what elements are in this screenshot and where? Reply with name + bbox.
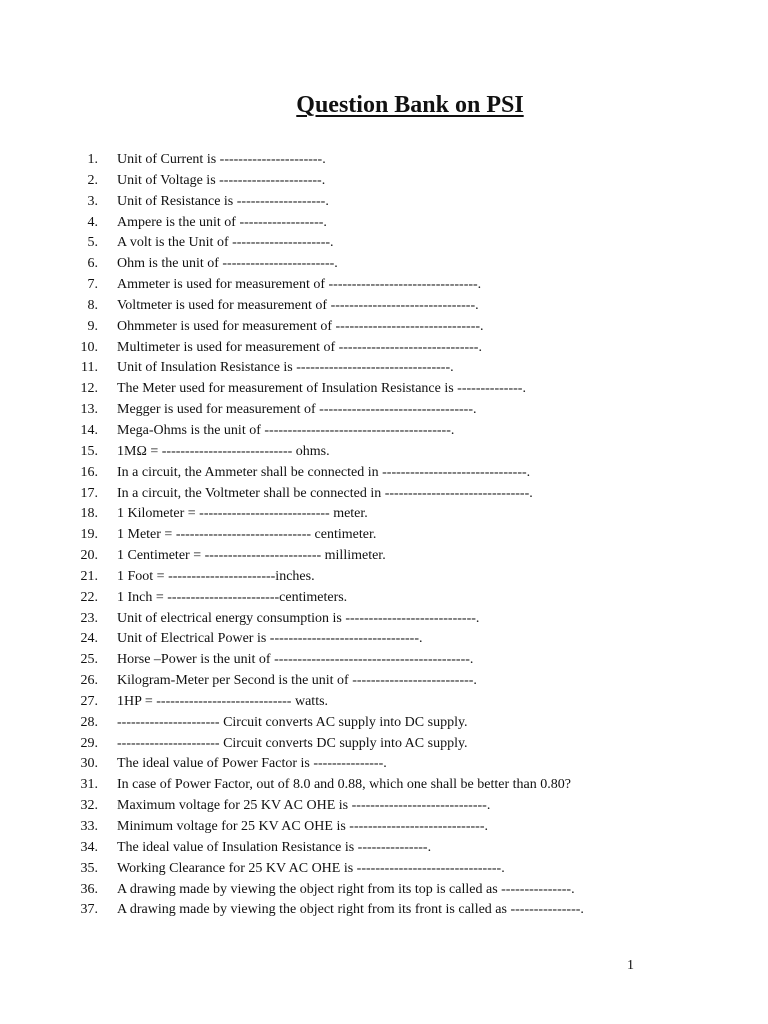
question-number: 24. xyxy=(80,631,98,647)
question-item xyxy=(0,775,768,796)
question-item xyxy=(0,609,768,630)
question-text: Voltmeter is used for measurement of -------------------------------. xyxy=(117,297,479,313)
question-number: 21. xyxy=(80,568,98,584)
question-text: Unit of Insulation Resistance is ---------------------------------. xyxy=(117,360,454,376)
question-number: 35. xyxy=(80,860,98,876)
question-number: 33. xyxy=(80,819,98,834)
question-number: 5. xyxy=(87,235,98,251)
question-text: A volt is the Unit of ---------------------. xyxy=(117,235,334,251)
question-number: 37. xyxy=(80,902,98,918)
question-text: Mega-Ohms is the unit of ----------------------------------------. xyxy=(117,422,455,438)
page-number: 1 xyxy=(627,958,634,973)
question-text: Unit of Electrical Power is --------------------------------. xyxy=(117,631,423,647)
question-item xyxy=(0,817,768,838)
question-text: Minimum voltage for 25 KV AC OHE is -----------------------------. xyxy=(117,819,488,834)
question-item xyxy=(0,317,768,338)
question-number: 23. xyxy=(80,610,98,626)
question-item xyxy=(0,275,768,296)
question-text: Ohmmeter is used for measurement of -------------------------------. xyxy=(117,318,484,334)
question-item xyxy=(0,671,768,692)
question-text: The ideal value of Insulation Resistance is ---------------. xyxy=(117,839,432,855)
question-item xyxy=(0,838,768,859)
question-item xyxy=(0,296,768,317)
question-number: 18. xyxy=(80,506,98,522)
question-item xyxy=(0,484,768,505)
question-item xyxy=(0,546,768,567)
question-item xyxy=(0,692,768,713)
question-number: 20. xyxy=(80,548,98,564)
question-item xyxy=(0,338,768,359)
question-text: Unit of electrical energy consumption is ----------------------------. xyxy=(117,610,480,626)
question-number: 9. xyxy=(87,318,98,334)
question-item xyxy=(0,525,768,546)
question-text: Ohm is the unit of ------------------------. xyxy=(117,256,338,272)
question-number: 12. xyxy=(80,381,98,397)
question-text: Maximum voltage for 25 KV AC OHE is -----------------------------. xyxy=(117,798,491,814)
question-number: 36. xyxy=(80,881,98,897)
question-number: 10. xyxy=(80,339,98,355)
question-text: Unit of Resistance is -------------------. xyxy=(117,193,329,209)
question-text: 1 Kilometer = ---------------------------- meter. xyxy=(117,506,368,522)
question-number: 17. xyxy=(80,485,98,501)
question-item xyxy=(0,463,768,484)
question-number: 2. xyxy=(87,172,98,188)
question-number: 11. xyxy=(81,360,98,376)
question-text: ---------------------- Circuit converts DC supply into AC supply. xyxy=(117,735,468,751)
question-list xyxy=(0,150,768,921)
question-text: 1HP = ----------------------------- watts. xyxy=(117,693,329,709)
question-number: 14. xyxy=(80,422,98,438)
question-text: Horse –Power is the unit of ------------------------------------------. xyxy=(117,652,474,668)
question-text: 1 Inch = ------------------------centimeters. xyxy=(117,589,348,605)
question-text: In case of Power Factor, out of 8.0 and 0.88, which one shall be better than 0.80? xyxy=(117,777,571,793)
question-number: 4. xyxy=(87,214,98,230)
question-item xyxy=(0,379,768,400)
question-item xyxy=(0,650,768,671)
question-item xyxy=(0,442,768,463)
question-item xyxy=(0,588,768,609)
question-text: Ampere is the unit of ------------------. xyxy=(117,214,327,230)
question-number: 27. xyxy=(80,693,98,709)
question-item xyxy=(0,859,768,880)
question-item xyxy=(0,880,768,901)
question-number: 1. xyxy=(87,152,98,167)
question-item xyxy=(0,734,768,755)
question-number: 15. xyxy=(80,443,98,459)
question-item xyxy=(0,358,768,379)
question-number: 16. xyxy=(80,464,98,480)
question-item xyxy=(0,171,768,192)
question-item xyxy=(0,150,768,171)
question-text: Unit of Voltage is ----------------------. xyxy=(117,172,326,188)
question-item xyxy=(0,213,768,234)
question-text: Unit of Current is ----------------------. xyxy=(117,152,326,167)
question-text: 1 Centimeter = ------------------------- millimeter. xyxy=(117,548,386,564)
question-number: 13. xyxy=(80,402,98,418)
question-text: 1 Meter = ----------------------------- centimeter. xyxy=(117,527,377,543)
question-item xyxy=(0,421,768,442)
question-text: Megger is used for measurement of ---------------------------------. xyxy=(117,402,477,418)
question-text: In a circuit, the Ammeter shall be connected in -------------------------------. xyxy=(117,464,531,480)
question-number: 34. xyxy=(80,839,98,855)
question-number: 29. xyxy=(80,735,98,751)
question-text: The Meter used for measurement of Insulation Resistance is --------------. xyxy=(117,381,526,397)
question-item xyxy=(0,900,768,921)
question-number: 6. xyxy=(87,256,98,272)
question-number: 22. xyxy=(80,589,98,605)
question-text: Working Clearance for 25 KV AC OHE is -------------------------------. xyxy=(117,860,505,876)
question-number: 19. xyxy=(80,527,98,543)
question-item xyxy=(0,504,768,525)
question-text: The ideal value of Power Factor is ---------------. xyxy=(117,756,387,772)
question-number: 25. xyxy=(80,652,98,668)
question-number: 26. xyxy=(80,673,98,689)
question-text: Multimeter is used for measurement of ------------------------------. xyxy=(117,339,482,355)
question-text: A drawing made by viewing the object right from its top is called as ---------------. xyxy=(117,881,575,897)
question-item xyxy=(0,629,768,650)
question-item xyxy=(0,233,768,254)
question-number: 32. xyxy=(80,798,98,814)
question-number: 8. xyxy=(87,297,98,313)
page-title: Question Bank on PSI xyxy=(296,92,524,118)
question-number: 28. xyxy=(80,714,98,730)
question-item xyxy=(0,567,768,588)
question-item xyxy=(0,400,768,421)
question-text: ---------------------- Circuit converts AC supply into DC supply. xyxy=(117,714,468,730)
question-item xyxy=(0,254,768,275)
question-number: 3. xyxy=(87,193,98,209)
question-number: 30. xyxy=(80,756,98,772)
question-number: 7. xyxy=(87,277,98,293)
question-text: Kilogram-Meter per Second is the unit of --------------------------. xyxy=(117,673,477,689)
question-text: In a circuit, the Voltmeter shall be connected in -------------------------------. xyxy=(117,485,533,501)
question-item xyxy=(0,713,768,734)
question-text: 1MΩ = ---------------------------- ohms. xyxy=(117,443,330,459)
question-item xyxy=(0,796,768,817)
question-item xyxy=(0,754,768,775)
question-text: A drawing made by viewing the object right from its front is called as ---------------. xyxy=(117,902,584,918)
question-item xyxy=(0,192,768,213)
question-number: 31. xyxy=(80,777,98,793)
question-text: Ammeter is used for measurement of --------------------------------. xyxy=(117,277,482,293)
question-text: 1 Foot = -----------------------inches. xyxy=(117,568,315,584)
